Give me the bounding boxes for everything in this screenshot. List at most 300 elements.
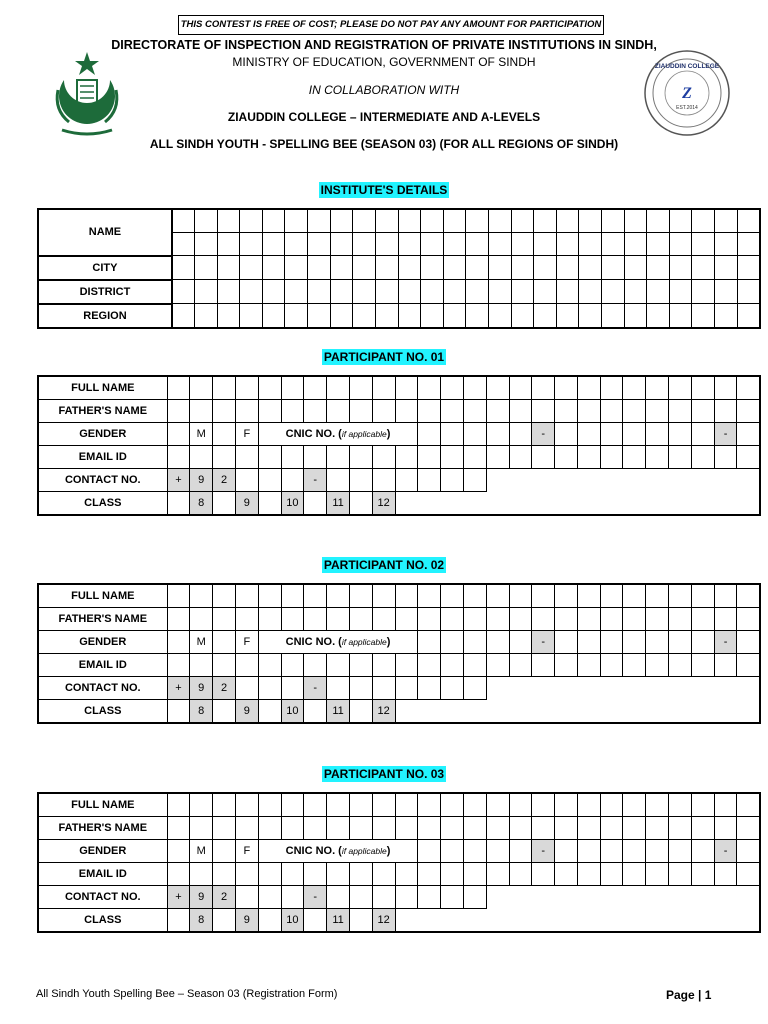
- participant-2-cnic-box[interactable]: [441, 631, 464, 654]
- institute-city-box[interactable]: [624, 256, 647, 280]
- participant-2-full-name-box[interactable]: [669, 584, 692, 608]
- participant-1-class-option[interactable]: 12: [372, 492, 395, 516]
- institute-city-box[interactable]: [556, 256, 579, 280]
- participant-3-class-checkbox[interactable]: [304, 909, 327, 933]
- institute-district-box[interactable]: [715, 280, 738, 304]
- participant-3-contact-box[interactable]: [372, 886, 395, 909]
- participant-1-email-box[interactable]: [737, 446, 760, 469]
- participant-2-email-box[interactable]: [555, 654, 578, 677]
- institute-name-2-box[interactable]: [240, 233, 263, 256]
- participant-3-cnic-box[interactable]: [646, 840, 669, 863]
- institute-city-box[interactable]: [308, 256, 331, 280]
- institute-name-2-box[interactable]: [443, 233, 466, 256]
- participant-3-fathers-name-box[interactable]: [349, 817, 372, 840]
- participant-3-cnic-box[interactable]: [418, 840, 441, 863]
- participant-3-cnic-box[interactable]: [691, 840, 714, 863]
- institute-name-2-box[interactable]: [488, 233, 511, 256]
- participant-1-fathers-name-box[interactable]: [235, 400, 258, 423]
- institute-district-box[interactable]: [556, 280, 579, 304]
- institute-region-box[interactable]: [217, 304, 240, 328]
- participant-1-cnic-box[interactable]: [737, 423, 760, 446]
- participant-3-full-name-box[interactable]: [441, 793, 464, 817]
- participant-1-class-checkbox[interactable]: [167, 492, 190, 516]
- institute-name-2-box[interactable]: [217, 233, 240, 256]
- participant-2-contact-box[interactable]: [441, 677, 464, 700]
- participant-3-fathers-name-box[interactable]: [646, 817, 669, 840]
- participant-1-email-box[interactable]: [646, 446, 669, 469]
- participant-2-email-box[interactable]: [372, 654, 395, 677]
- participant-1-fathers-name-box[interactable]: [327, 400, 350, 423]
- participant-2-fathers-name-box[interactable]: [372, 608, 395, 631]
- participant-1-full-name-box[interactable]: [258, 376, 281, 400]
- participant-3-cnic-box[interactable]: [486, 840, 509, 863]
- institute-name-box[interactable]: [692, 209, 715, 233]
- institute-name-2-box[interactable]: [353, 233, 376, 256]
- participant-3-full-name-box[interactable]: [349, 793, 372, 817]
- participant-1-email-box[interactable]: [441, 446, 464, 469]
- institute-name-2-box[interactable]: [556, 233, 579, 256]
- participant-3-cnic-box[interactable]: [669, 840, 692, 863]
- institute-name-box[interactable]: [647, 209, 670, 233]
- participant-2-fathers-name-box[interactable]: [167, 608, 190, 631]
- institute-name-box[interactable]: [398, 209, 421, 233]
- institute-name-2-box[interactable]: [330, 233, 353, 256]
- participant-1-fathers-name-box[interactable]: [463, 400, 486, 423]
- participant-1-class-checkbox[interactable]: [213, 492, 236, 516]
- participant-3-cnic-box[interactable]: [441, 840, 464, 863]
- participant-2-email-box[interactable]: [737, 654, 760, 677]
- institute-name-box[interactable]: [601, 209, 624, 233]
- participant-3-contact-box[interactable]: [395, 886, 418, 909]
- participant-2-full-name-box[interactable]: [304, 584, 327, 608]
- participant-2-full-name-box[interactable]: [190, 584, 213, 608]
- institute-city-box[interactable]: [262, 256, 285, 280]
- institute-city-box[interactable]: [375, 256, 398, 280]
- participant-1-full-name-box[interactable]: [691, 376, 714, 400]
- participant-1-class-option[interactable]: 11: [327, 492, 350, 516]
- participant-2-full-name-box[interactable]: [258, 584, 281, 608]
- participant-1-email-box[interactable]: [623, 446, 646, 469]
- participant-2-contact-box[interactable]: [395, 677, 418, 700]
- institute-name-box[interactable]: [443, 209, 466, 233]
- institute-name-box[interactable]: [240, 209, 263, 233]
- participant-2-full-name-box[interactable]: [714, 584, 737, 608]
- participant-1-fathers-name-box[interactable]: [486, 400, 509, 423]
- institute-city-box[interactable]: [398, 256, 421, 280]
- participant-2-full-name-box[interactable]: [691, 584, 714, 608]
- participant-2-class-option[interactable]: 9: [235, 700, 258, 724]
- participant-3-full-name-box[interactable]: [258, 793, 281, 817]
- institute-region-box[interactable]: [715, 304, 738, 328]
- participant-1-email-box[interactable]: [304, 446, 327, 469]
- participant-1-email-box[interactable]: [577, 446, 600, 469]
- participant-2-email-box[interactable]: [167, 654, 190, 677]
- institute-name-2-box[interactable]: [534, 233, 557, 256]
- participant-2-cnic-box[interactable]: [600, 631, 623, 654]
- participant-2-fathers-name-box[interactable]: [577, 608, 600, 631]
- participant-1-email-box[interactable]: [395, 446, 418, 469]
- participant-3-fathers-name-box[interactable]: [167, 817, 190, 840]
- participant-3-full-name-box[interactable]: [669, 793, 692, 817]
- participant-1-email-box[interactable]: [372, 446, 395, 469]
- participant-2-class-option[interactable]: 10: [281, 700, 304, 724]
- institute-city-box[interactable]: [240, 256, 263, 280]
- participant-3-gender-male-option[interactable]: M: [190, 840, 213, 863]
- institute-district-box[interactable]: [330, 280, 353, 304]
- participant-2-fathers-name-box[interactable]: [737, 608, 760, 631]
- participant-3-email-box[interactable]: [395, 863, 418, 886]
- participant-2-email-box[interactable]: [258, 654, 281, 677]
- participant-3-email-box[interactable]: [349, 863, 372, 886]
- participant-2-fathers-name-box[interactable]: [669, 608, 692, 631]
- participant-3-email-box[interactable]: [555, 863, 578, 886]
- institute-name-box[interactable]: [511, 209, 534, 233]
- participant-1-full-name-box[interactable]: [623, 376, 646, 400]
- participant-3-fathers-name-box[interactable]: [577, 817, 600, 840]
- participant-3-fathers-name-box[interactable]: [418, 817, 441, 840]
- participant-3-fathers-name-box[interactable]: [600, 817, 623, 840]
- participant-3-email-box[interactable]: [235, 863, 258, 886]
- participant-2-email-box[interactable]: [395, 654, 418, 677]
- institute-name-2-box[interactable]: [262, 233, 285, 256]
- participant-2-full-name-box[interactable]: [737, 584, 760, 608]
- institute-region-box[interactable]: [262, 304, 285, 328]
- participant-3-full-name-box[interactable]: [281, 793, 304, 817]
- participant-2-fathers-name-box[interactable]: [418, 608, 441, 631]
- participant-2-fathers-name-box[interactable]: [714, 608, 737, 631]
- institute-name-box[interactable]: [579, 209, 602, 233]
- institute-district-box[interactable]: [488, 280, 511, 304]
- participant-1-email-box[interactable]: [486, 446, 509, 469]
- institute-name-2-box[interactable]: [511, 233, 534, 256]
- participant-2-fathers-name-box[interactable]: [532, 608, 555, 631]
- participant-3-full-name-box[interactable]: [190, 793, 213, 817]
- participant-3-full-name-box[interactable]: [395, 793, 418, 817]
- institute-name-box[interactable]: [556, 209, 579, 233]
- participant-3-full-name-box[interactable]: [646, 793, 669, 817]
- participant-1-gender-box[interactable]: [213, 423, 236, 446]
- participant-1-full-name-box[interactable]: [441, 376, 464, 400]
- institute-city-box[interactable]: [466, 256, 489, 280]
- participant-2-class-option[interactable]: 11: [327, 700, 350, 724]
- participant-2-cnic-box[interactable]: [486, 631, 509, 654]
- participant-3-fathers-name-box[interactable]: [304, 817, 327, 840]
- participant-2-email-box[interactable]: [463, 654, 486, 677]
- participant-1-email-box[interactable]: [258, 446, 281, 469]
- participant-2-cnic-box[interactable]: [555, 631, 578, 654]
- participant-3-email-box[interactable]: [714, 863, 737, 886]
- institute-region-box[interactable]: [737, 304, 760, 328]
- participant-2-email-box[interactable]: [669, 654, 692, 677]
- participant-2-class-option[interactable]: 12: [372, 700, 395, 724]
- participant-2-contact-box[interactable]: [235, 677, 258, 700]
- participant-3-email-box[interactable]: [327, 863, 350, 886]
- participant-1-full-name-box[interactable]: [509, 376, 532, 400]
- participant-1-gender-female-option[interactable]: F: [235, 423, 258, 446]
- institute-name-box[interactable]: [669, 209, 692, 233]
- participant-2-fathers-name-box[interactable]: [349, 608, 372, 631]
- participant-2-cnic-box[interactable]: [737, 631, 760, 654]
- participant-1-full-name-box[interactable]: [395, 376, 418, 400]
- participant-1-email-box[interactable]: [600, 446, 623, 469]
- participant-2-fathers-name-box[interactable]: [623, 608, 646, 631]
- participant-1-full-name-box[interactable]: [304, 376, 327, 400]
- institute-city-box[interactable]: [579, 256, 602, 280]
- institute-name-2-box[interactable]: [195, 233, 218, 256]
- participant-1-fathers-name-box[interactable]: [167, 400, 190, 423]
- participant-1-cnic-box[interactable]: [418, 423, 441, 446]
- participant-3-fathers-name-box[interactable]: [486, 817, 509, 840]
- participant-1-email-box[interactable]: [714, 446, 737, 469]
- institute-region-box[interactable]: [511, 304, 534, 328]
- participant-1-email-box[interactable]: [509, 446, 532, 469]
- participant-1-full-name-box[interactable]: [600, 376, 623, 400]
- participant-3-fathers-name-box[interactable]: [463, 817, 486, 840]
- institute-city-box[interactable]: [330, 256, 353, 280]
- participant-2-email-box[interactable]: [190, 654, 213, 677]
- institute-name-box[interactable]: [624, 209, 647, 233]
- participant-1-email-box[interactable]: [327, 446, 350, 469]
- participant-3-full-name-box[interactable]: [532, 793, 555, 817]
- participant-2-gender-male-option[interactable]: M: [190, 631, 213, 654]
- participant-2-email-box[interactable]: [509, 654, 532, 677]
- participant-1-cnic-box[interactable]: [646, 423, 669, 446]
- participant-1-fathers-name-box[interactable]: [623, 400, 646, 423]
- participant-2-fathers-name-box[interactable]: [281, 608, 304, 631]
- participant-2-fathers-name-box[interactable]: [190, 608, 213, 631]
- participant-1-full-name-box[interactable]: [737, 376, 760, 400]
- participant-2-cnic-box[interactable]: [623, 631, 646, 654]
- participant-1-contact-box[interactable]: [349, 469, 372, 492]
- participant-1-email-box[interactable]: [463, 446, 486, 469]
- institute-name-2-box[interactable]: [285, 233, 308, 256]
- participant-3-email-box[interactable]: [190, 863, 213, 886]
- institute-region-box[interactable]: [285, 304, 308, 328]
- participant-1-fathers-name-box[interactable]: [258, 400, 281, 423]
- institute-region-box[interactable]: [308, 304, 331, 328]
- participant-2-fathers-name-box[interactable]: [600, 608, 623, 631]
- participant-3-class-checkbox[interactable]: [258, 909, 281, 933]
- institute-city-box[interactable]: [601, 256, 624, 280]
- participant-1-fathers-name-box[interactable]: [555, 400, 578, 423]
- participant-3-gender-box[interactable]: [167, 840, 190, 863]
- institute-region-box[interactable]: [556, 304, 579, 328]
- participant-1-class-checkbox[interactable]: [304, 492, 327, 516]
- participant-2-full-name-box[interactable]: [441, 584, 464, 608]
- participant-1-full-name-box[interactable]: [646, 376, 669, 400]
- participant-2-fathers-name-box[interactable]: [395, 608, 418, 631]
- institute-city-box[interactable]: [692, 256, 715, 280]
- participant-1-fathers-name-box[interactable]: [418, 400, 441, 423]
- institute-district-box[interactable]: [262, 280, 285, 304]
- participant-2-email-box[interactable]: [235, 654, 258, 677]
- participant-3-email-box[interactable]: [623, 863, 646, 886]
- participant-1-cnic-box[interactable]: [691, 423, 714, 446]
- participant-3-email-box[interactable]: [258, 863, 281, 886]
- participant-1-contact-box[interactable]: [418, 469, 441, 492]
- participant-3-cnic-box[interactable]: [463, 840, 486, 863]
- institute-city-box[interactable]: [443, 256, 466, 280]
- participant-2-full-name-box[interactable]: [213, 584, 236, 608]
- institute-city-box[interactable]: [511, 256, 534, 280]
- participant-2-class-checkbox[interactable]: [349, 700, 372, 724]
- participant-1-fathers-name-box[interactable]: [691, 400, 714, 423]
- institute-district-box[interactable]: [669, 280, 692, 304]
- participant-1-class-option[interactable]: 8: [190, 492, 213, 516]
- institute-name-box[interactable]: [308, 209, 331, 233]
- participant-3-email-box[interactable]: [669, 863, 692, 886]
- participant-3-fathers-name-box[interactable]: [669, 817, 692, 840]
- participant-1-full-name-box[interactable]: [714, 376, 737, 400]
- participant-1-email-box[interactable]: [235, 446, 258, 469]
- participant-3-class-checkbox[interactable]: [349, 909, 372, 933]
- participant-1-contact-box[interactable]: [327, 469, 350, 492]
- institute-city-box[interactable]: [421, 256, 444, 280]
- institute-region-box[interactable]: [692, 304, 715, 328]
- participant-3-fathers-name-box[interactable]: [395, 817, 418, 840]
- institute-region-box[interactable]: [398, 304, 421, 328]
- participant-1-fathers-name-box[interactable]: [349, 400, 372, 423]
- participant-3-class-option[interactable]: 8: [190, 909, 213, 933]
- participant-2-contact-box[interactable]: [327, 677, 350, 700]
- institute-city-box[interactable]: [217, 256, 240, 280]
- participant-3-full-name-box[interactable]: [486, 793, 509, 817]
- participant-3-contact-box[interactable]: [281, 886, 304, 909]
- participant-3-email-box[interactable]: [737, 863, 760, 886]
- institute-region-box[interactable]: [579, 304, 602, 328]
- participant-2-contact-box[interactable]: [349, 677, 372, 700]
- institute-name-2-box[interactable]: [624, 233, 647, 256]
- participant-2-full-name-box[interactable]: [623, 584, 646, 608]
- participant-2-fathers-name-box[interactable]: [258, 608, 281, 631]
- participant-2-gender-box[interactable]: [167, 631, 190, 654]
- participant-3-contact-box[interactable]: [441, 886, 464, 909]
- participant-1-email-box[interactable]: [349, 446, 372, 469]
- participant-1-email-box[interactable]: [281, 446, 304, 469]
- institute-name-2-box[interactable]: [466, 233, 489, 256]
- institute-district-box[interactable]: [466, 280, 489, 304]
- participant-3-email-box[interactable]: [600, 863, 623, 886]
- participant-2-fathers-name-box[interactable]: [463, 608, 486, 631]
- institute-district-box[interactable]: [737, 280, 760, 304]
- institute-name-box[interactable]: [737, 209, 760, 233]
- institute-city-box[interactable]: [715, 256, 738, 280]
- institute-district-box[interactable]: [398, 280, 421, 304]
- institute-city-box[interactable]: [195, 256, 218, 280]
- institute-city-box[interactable]: [669, 256, 692, 280]
- participant-1-class-option[interactable]: 10: [281, 492, 304, 516]
- participant-2-gender-female-option[interactable]: F: [235, 631, 258, 654]
- participant-2-fathers-name-box[interactable]: [555, 608, 578, 631]
- institute-name-box[interactable]: [330, 209, 353, 233]
- institute-name-2-box[interactable]: [647, 233, 670, 256]
- participant-2-email-box[interactable]: [213, 654, 236, 677]
- participant-1-cnic-box[interactable]: [486, 423, 509, 446]
- participant-3-cnic-box[interactable]: [555, 840, 578, 863]
- institute-name-box[interactable]: [217, 209, 240, 233]
- participant-1-full-name-box[interactable]: [235, 376, 258, 400]
- participant-3-email-box[interactable]: [509, 863, 532, 886]
- participant-2-email-box[interactable]: [486, 654, 509, 677]
- institute-name-2-box[interactable]: [308, 233, 331, 256]
- participant-3-full-name-box[interactable]: [509, 793, 532, 817]
- participant-2-cnic-box[interactable]: [463, 631, 486, 654]
- participant-2-full-name-box[interactable]: [600, 584, 623, 608]
- participant-1-fathers-name-box[interactable]: [646, 400, 669, 423]
- participant-1-fathers-name-box[interactable]: [372, 400, 395, 423]
- participant-3-cnic-box[interactable]: [600, 840, 623, 863]
- participant-1-class-option[interactable]: 9: [235, 492, 258, 516]
- participant-3-fathers-name-box[interactable]: [691, 817, 714, 840]
- participant-2-fathers-name-box[interactable]: [486, 608, 509, 631]
- participant-1-fathers-name-box[interactable]: [441, 400, 464, 423]
- institute-name-2-box[interactable]: [692, 233, 715, 256]
- institute-name-2-box[interactable]: [421, 233, 444, 256]
- participant-2-full-name-box[interactable]: [577, 584, 600, 608]
- participant-3-class-option[interactable]: 12: [372, 909, 395, 933]
- participant-3-class-option[interactable]: 9: [235, 909, 258, 933]
- participant-3-cnic-box[interactable]: [623, 840, 646, 863]
- participant-1-cnic-box[interactable]: [669, 423, 692, 446]
- participant-3-fathers-name-box[interactable]: [509, 817, 532, 840]
- institute-name-2-box[interactable]: [172, 233, 195, 256]
- participant-3-contact-box[interactable]: [235, 886, 258, 909]
- participant-1-full-name-box[interactable]: [167, 376, 190, 400]
- institute-name-box[interactable]: [375, 209, 398, 233]
- participant-2-email-box[interactable]: [714, 654, 737, 677]
- participant-3-email-box[interactable]: [281, 863, 304, 886]
- participant-1-email-box[interactable]: [213, 446, 236, 469]
- participant-2-full-name-box[interactable]: [418, 584, 441, 608]
- institute-region-box[interactable]: [172, 304, 195, 328]
- institute-district-box[interactable]: [443, 280, 466, 304]
- participant-1-fathers-name-box[interactable]: [395, 400, 418, 423]
- participant-1-full-name-box[interactable]: [190, 376, 213, 400]
- participant-2-class-checkbox[interactable]: [258, 700, 281, 724]
- institute-district-box[interactable]: [601, 280, 624, 304]
- participant-2-cnic-box[interactable]: [646, 631, 669, 654]
- institute-city-box[interactable]: [488, 256, 511, 280]
- participant-3-full-name-box[interactable]: [714, 793, 737, 817]
- participant-2-class-checkbox[interactable]: [167, 700, 190, 724]
- participant-1-cnic-box[interactable]: [509, 423, 532, 446]
- institute-name-box[interactable]: [353, 209, 376, 233]
- participant-3-cnic-box[interactable]: [737, 840, 760, 863]
- participant-2-full-name-box[interactable]: [167, 584, 190, 608]
- participant-2-fathers-name-box[interactable]: [235, 608, 258, 631]
- institute-district-box[interactable]: [353, 280, 376, 304]
- participant-1-cnic-box[interactable]: [623, 423, 646, 446]
- participant-1-email-box[interactable]: [190, 446, 213, 469]
- participant-3-contact-box[interactable]: [349, 886, 372, 909]
- institute-district-box[interactable]: [624, 280, 647, 304]
- participant-3-full-name-box[interactable]: [235, 793, 258, 817]
- participant-2-email-box[interactable]: [691, 654, 714, 677]
- participant-2-full-name-box[interactable]: [235, 584, 258, 608]
- participant-2-email-box[interactable]: [623, 654, 646, 677]
- participant-3-class-option[interactable]: 10: [281, 909, 304, 933]
- participant-1-class-checkbox[interactable]: [258, 492, 281, 516]
- institute-city-box[interactable]: [172, 256, 195, 280]
- participant-1-cnic-box[interactable]: [555, 423, 578, 446]
- institute-region-box[interactable]: [669, 304, 692, 328]
- participant-3-email-box[interactable]: [577, 863, 600, 886]
- participant-1-fathers-name-box[interactable]: [600, 400, 623, 423]
- institute-name-box[interactable]: [195, 209, 218, 233]
- institute-name-2-box[interactable]: [669, 233, 692, 256]
- participant-3-full-name-box[interactable]: [691, 793, 714, 817]
- participant-3-full-name-box[interactable]: [167, 793, 190, 817]
